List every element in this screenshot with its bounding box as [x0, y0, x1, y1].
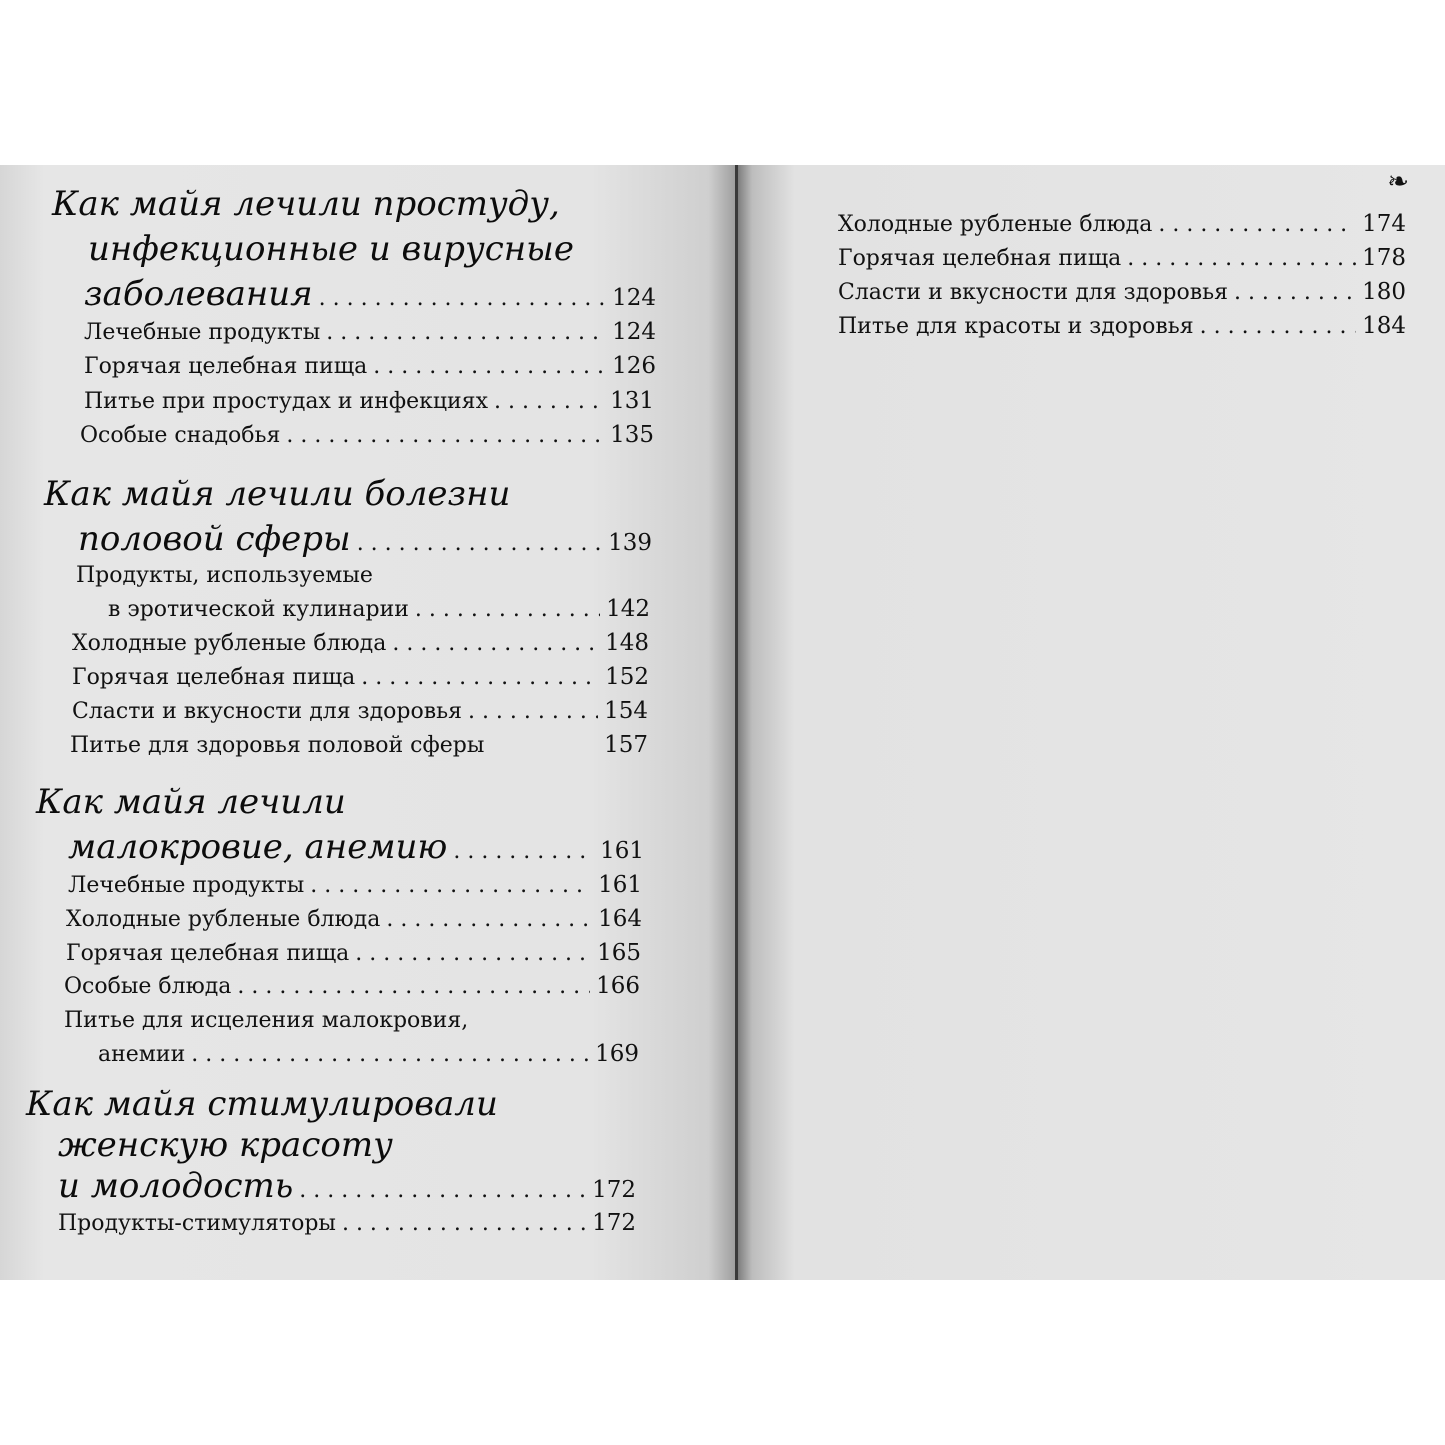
entry-label-line: Питье для исцеления малокровия, [64, 1008, 469, 1033]
entry-label: Питье при простудах и инфекциях [84, 389, 488, 414]
chapter-title-line: и молодость [58, 1166, 294, 1206]
leader-dots [453, 841, 594, 863]
left-page [0, 165, 738, 1280]
leader-dots [1158, 214, 1356, 236]
toc-entry [64, 975, 640, 998]
entry-label: Лечебные продукты [68, 873, 305, 898]
leader-dots [286, 425, 604, 447]
page-number: 161 [598, 872, 642, 898]
page-number: 161 [600, 838, 644, 864]
entry-label: Сласти и вкусности для здоровья [72, 699, 462, 724]
chapter-title-line: малокровие, анемию [68, 827, 448, 867]
chapter-title-line: женскую красоту [58, 1125, 393, 1165]
leader-dots [1200, 316, 1356, 338]
entry-label: анемии [98, 1042, 186, 1067]
toc-entry [108, 598, 650, 621]
leader-dots [237, 976, 590, 998]
leader-dots [386, 909, 592, 931]
entry-label: Горячая целебная пища [66, 941, 350, 966]
right-page [738, 165, 1445, 1280]
entry-label: Питье для здоровья половой сферы [70, 733, 485, 758]
chapter-title-line: Как майя лечили простуду, [52, 184, 560, 224]
leader-dots [361, 667, 599, 689]
page-number: 124 [612, 319, 656, 345]
page-number: 152 [605, 664, 649, 690]
toc-entry [66, 908, 642, 931]
entry-label: Горячая целебная пища [838, 246, 1122, 271]
chapter-title-line: Как майя стимулировали [26, 1084, 498, 1124]
page-number: 124 [612, 285, 656, 311]
entry-label: Холодные рубленые блюда [72, 631, 387, 656]
toc-entry [84, 355, 656, 378]
toc-entry [838, 213, 1406, 236]
entry-label: в эротической кулинарии [108, 597, 409, 622]
toc-entry [838, 281, 1406, 304]
leader-dots [1127, 248, 1356, 270]
page-number: 164 [598, 906, 642, 932]
entry-label: Сласти и вкусности для здоровья [838, 280, 1228, 305]
entry-label: Особые блюда [64, 974, 232, 999]
page-number: 139 [608, 530, 652, 556]
entry-label: Горячая целебная пища [72, 665, 356, 690]
leader-dots [299, 1180, 586, 1202]
page-number: 172 [592, 1210, 636, 1236]
page-number: 174 [1362, 211, 1406, 237]
leader-dots [392, 633, 599, 655]
page-number: 154 [604, 698, 648, 724]
book-spread [0, 165, 1445, 1280]
page-number: 169 [595, 1041, 639, 1067]
entry-label: Лечебные продукты [84, 320, 321, 345]
leader-dots [319, 288, 606, 310]
page-number: 166 [596, 973, 640, 999]
chapter-entry [68, 827, 644, 867]
page-number: 148 [605, 630, 649, 656]
chapter-title-line: половой сферы [78, 519, 351, 559]
ornament-icon: ❧ [1387, 167, 1409, 197]
page-number: 172 [592, 1177, 636, 1203]
leader-dots [494, 391, 604, 413]
entry-label: Холодные рубленые блюда [66, 907, 381, 932]
page-number: 180 [1362, 279, 1406, 305]
leader-dots [415, 599, 600, 621]
page-number: 131 [610, 388, 654, 414]
page-number: 126 [612, 353, 656, 379]
leader-dots [468, 701, 598, 723]
page-number: 157 [604, 732, 648, 758]
leader-dots [310, 875, 592, 897]
leader-dots [191, 1044, 589, 1066]
entry-label: Горячая целебная пища [84, 354, 368, 379]
chapter-entry [84, 274, 656, 314]
chapter-entry [58, 1166, 636, 1206]
chapter-title-line: Как майя лечили [36, 782, 346, 822]
toc-entry [66, 942, 641, 965]
toc-entry [58, 1212, 636, 1235]
entry-label: Продукты-стимуляторы [58, 1211, 336, 1236]
toc-entry [72, 700, 648, 723]
toc-entry [838, 315, 1406, 338]
leader-dots [355, 943, 591, 965]
entry-label-line: Продукты, используемые [76, 563, 373, 588]
toc-entry [68, 874, 642, 897]
entry-label: Холодные рубленые блюда [838, 212, 1153, 237]
chapter-title-line: инфекционные и вирусные [88, 229, 574, 269]
toc-entry [838, 247, 1406, 270]
page-number: 142 [606, 596, 650, 622]
toc-entry [80, 424, 654, 447]
page-number: 165 [597, 940, 641, 966]
page-number: 184 [1362, 313, 1406, 339]
leader-dots [373, 356, 606, 378]
chapter-title-line: заболевания [84, 274, 313, 314]
leader-dots [1234, 282, 1356, 304]
leader-dots [342, 1213, 586, 1235]
toc-entry [84, 321, 656, 344]
toc-entry [84, 390, 654, 413]
entry-label: Особые снадобья [80, 423, 281, 448]
toc-entry [70, 734, 648, 757]
chapter-title-line: Как майя лечили болезни [44, 474, 511, 514]
entry-label: Питье для красоты и здоровья [838, 314, 1194, 339]
toc-entry [72, 666, 649, 689]
leader-dots [357, 533, 602, 555]
toc-entry [72, 632, 649, 655]
page-number: 178 [1362, 245, 1406, 271]
leader-dots [326, 322, 606, 344]
page-number: 135 [610, 422, 654, 448]
chapter-entry [78, 519, 652, 559]
toc-entry [98, 1043, 639, 1066]
